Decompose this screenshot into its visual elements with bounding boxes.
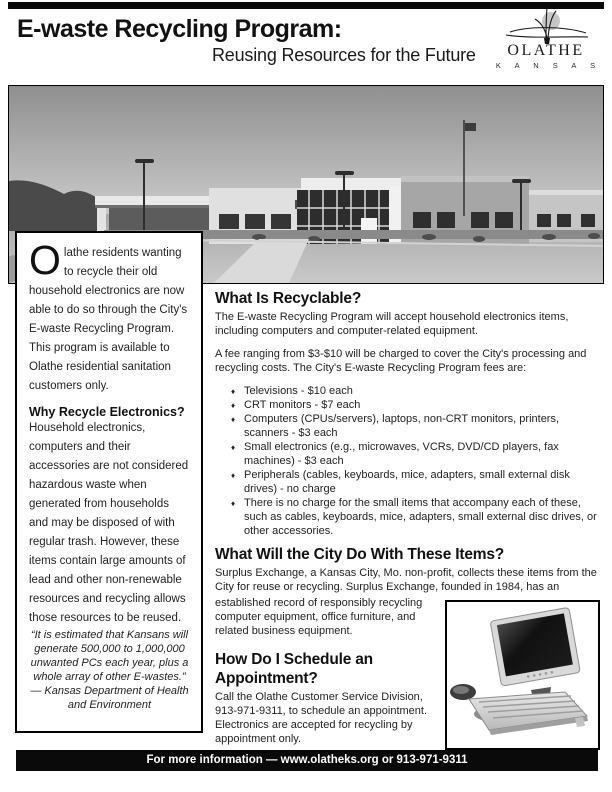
logo-city-name: OLATHE (507, 42, 585, 59)
intro-paragraph (29, 237, 190, 396)
fee-item: ♦ Televisions - $10 each (231, 384, 603, 398)
appointment-heading: How Do I Schedule an Appointment? (215, 651, 373, 687)
city-items-paragraph-wrap: established record of responsibly recycling computer equipment, office furniture, and related business equipment. (215, 597, 423, 637)
intro-text: lathe residents wanting to recycle their old household electronics are now able to do so through the City's E-waste Recycling Program. This program is available to Olathe residential sanitation customers only. (29, 247, 188, 392)
fee-item: ♦ There is no charge for the small items that accompany each of these, such as cables, keyboards, mice, adapters, small external disc drives, or other accessories. (231, 496, 603, 538)
page-title: E-waste Recycling Program: (17, 15, 342, 43)
recyclable-heading: What Is Recyclable? (215, 290, 362, 307)
intro-sidebar (15, 231, 203, 733)
appointment-text: Call the Olathe Customer Service Division, 913-971-9311, to schedule an appointment. Electronics are accepted for recycling by appointment only. (215, 691, 428, 745)
recyclable-paragraph-2: A fee ranging from $3-$10 will be charged to cover the City's processing and recycling costs. The City's E-waste Recycling Program fees are: (215, 348, 587, 374)
kdhe-quote: “It is estimated that Kansans will generate 500,000 to 1,000,000 unwanted PCs each year, plus a whole array of other E-wastes.” — Kansas Department of Health and Environment (30, 629, 189, 711)
logo-state-name: K A N S A S (495, 61, 602, 70)
footer-text: For more information — www.olatheks.org or 913-971-9311 (146, 754, 468, 766)
fee-item: ♦ CRT monitors - $7 each (231, 398, 603, 412)
city-items-heading: What Will the City Do With These Items? (215, 546, 505, 563)
fee-list (215, 384, 603, 538)
footer-bar (16, 750, 598, 771)
page-subtitle: Reusing Resources for the Future (212, 45, 476, 65)
city-items-paragraph: Surplus Exchange, a Kansas City, Mo. non-profit, collects these items from the City for reuse or recycling. Surplus Exchange, founded in 1984, has an (215, 567, 597, 593)
computer-image (445, 600, 600, 750)
fee-item: ♦ Small electronics (e.g., microwaves, VCRs, DVD/CD players, fax machines) - $3 each (231, 440, 603, 468)
wheat-plant-icon (490, 6, 602, 46)
fee-item: ♦ Computers (CPUs/servers), laptops, non-CRT monitors, printers, scanners - $3 each (231, 412, 603, 440)
olathe-city-logo (490, 6, 602, 70)
main-content (215, 290, 599, 754)
fee-item: ♦ Peripherals (cables, keyboards, mice, adapters, small external disk drives) - no charge (231, 468, 603, 496)
recyclable-paragraph-1: The E-waste Recycling Program will accept household electronics items, including computers and computer-related equipment. (215, 311, 569, 337)
why-recycle-heading: Why Recycle Electronics? (29, 405, 185, 419)
why-recycle-text: Household electronics, computers and their accessories are not considered hazardous waste when generated from households and may be disposed of with regular trash. However, these items contain large amounts of lead and other non-renewable resources and recycling allows those resources to be reused. (29, 422, 189, 624)
dropcap-letter: O (29, 237, 61, 283)
